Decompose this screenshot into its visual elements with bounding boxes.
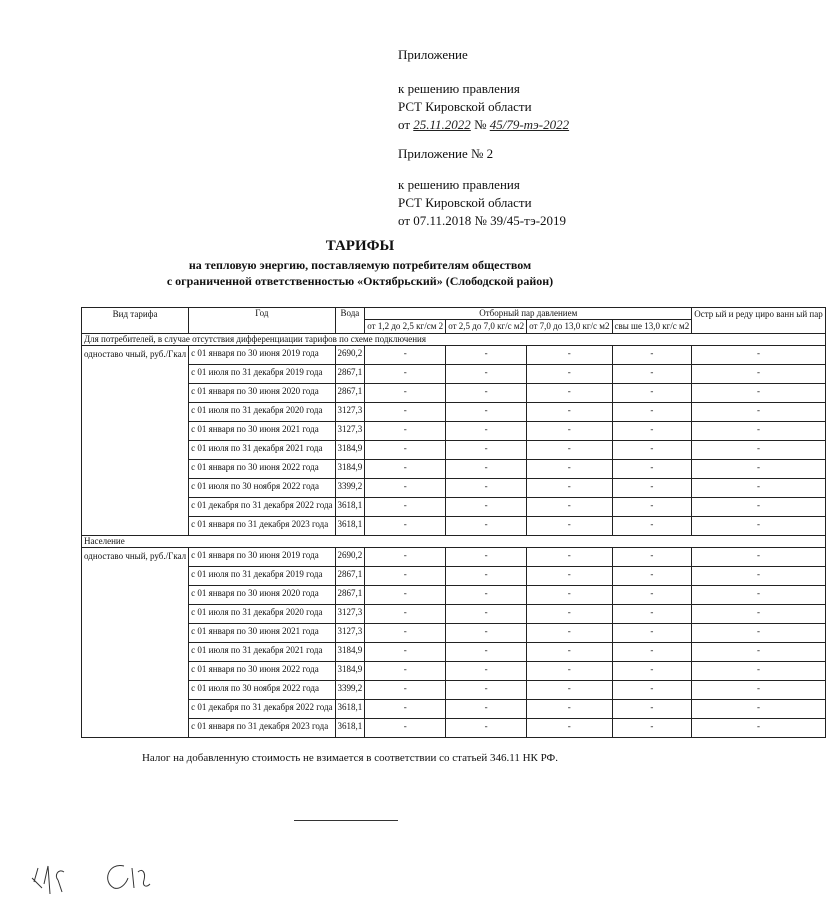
steam-p4-cell: -: [612, 624, 692, 643]
table-row: [82, 441, 826, 460]
period-cell: с 01 июля по 30 ноября 2022 года: [189, 681, 335, 700]
signature-icon: [28, 858, 178, 898]
steam-p2-cell: -: [446, 365, 527, 384]
steam-p3-cell: -: [527, 624, 612, 643]
steam-p4-cell: -: [612, 403, 692, 422]
decision-date-2: от 07.11.2018 № 39/45-тэ-2019: [398, 213, 567, 228]
steam-p3-cell: -: [527, 479, 612, 498]
steam-p1-cell: -: [365, 700, 446, 719]
appendix-label: Приложение: [398, 47, 468, 62]
period-cell: с 01 июля по 30 ноября 2022 года: [189, 479, 335, 498]
water-cell: 3184,9: [335, 460, 365, 479]
period-cell: с 01 июля по 31 декабря 2019 года: [189, 365, 335, 384]
steam-p4-cell: -: [612, 498, 692, 517]
col-header-p1: от 1,2 до 2,5 кг/см 2: [365, 320, 446, 334]
period-cell: с 01 декабря по 31 декабря 2022 года: [189, 498, 335, 517]
steam-p2-cell: -: [446, 719, 527, 738]
sharp-steam-cell: -: [692, 586, 826, 605]
separator-line: [294, 820, 398, 821]
period-cell: с 01 января по 30 июня 2020 года: [189, 384, 335, 403]
table-row: [82, 403, 826, 422]
steam-p1-cell: -: [365, 719, 446, 738]
table-row: [82, 643, 826, 662]
steam-p2-cell: -: [446, 700, 527, 719]
water-cell: 3618,1: [335, 517, 365, 536]
steam-p3-cell: -: [527, 517, 612, 536]
steam-p4-cell: -: [612, 719, 692, 738]
period-cell: с 01 июля по 31 декабря 2019 года: [189, 567, 335, 586]
period-cell: с 01 января по 30 июня 2022 года: [189, 662, 335, 681]
water-cell: 3184,9: [335, 643, 365, 662]
steam-p3-cell: -: [527, 700, 612, 719]
sharp-steam-cell: -: [692, 624, 826, 643]
steam-p2-cell: -: [446, 662, 527, 681]
water-cell: 3399,2: [335, 681, 365, 700]
period-cell: с 01 января по 30 июня 2022 года: [189, 460, 335, 479]
steam-p4-cell: -: [612, 441, 692, 460]
steam-p4-cell: -: [612, 517, 692, 536]
table-row: [82, 422, 826, 441]
period-cell: с 01 июля по 31 декабря 2021 года: [189, 441, 335, 460]
sharp-steam-cell: -: [692, 548, 826, 567]
steam-p1-cell: -: [365, 498, 446, 517]
table-row: [82, 567, 826, 586]
col-header-p3: от 7,0 до 13,0 кг/с м2: [527, 320, 612, 334]
period-cell: с 01 июля по 31 декабря 2021 года: [189, 643, 335, 662]
col-header-tariff-type: Вид тарифа: [82, 308, 189, 334]
water-cell: 3618,1: [335, 498, 365, 517]
period-cell: с 01 января по 31 декабря 2023 года: [189, 719, 335, 738]
handwritten-date: 25.11.2022: [413, 117, 471, 132]
section-row: [82, 536, 826, 548]
steam-p3-cell: -: [527, 605, 612, 624]
steam-p3-cell: -: [527, 681, 612, 700]
sharp-steam-cell: -: [692, 643, 826, 662]
table-row: [82, 498, 826, 517]
table-row: [82, 700, 826, 719]
doc-subtitle-2: с ограниченной ответственностью «Октябрьский» (Слободской район): [166, 274, 554, 288]
steam-p2-cell: -: [446, 498, 527, 517]
table-row: [82, 605, 826, 624]
steam-p1-cell: -: [365, 605, 446, 624]
water-cell: 2867,1: [335, 586, 365, 605]
water-cell: 3127,3: [335, 624, 365, 643]
steam-p1-cell: -: [365, 403, 446, 422]
steam-p1-cell: -: [365, 643, 446, 662]
table-row: [82, 624, 826, 643]
steam-p2-cell: -: [446, 422, 527, 441]
steam-p3-cell: -: [527, 498, 612, 517]
steam-p2-cell: -: [446, 441, 527, 460]
steam-p3-cell: -: [527, 365, 612, 384]
col-header-p2: от 2,5 до 7,0 кг/с м2: [446, 320, 527, 334]
steam-p4-cell: -: [612, 460, 692, 479]
water-cell: 3127,3: [335, 605, 365, 624]
handwritten-number: 45/79-тэ-2022: [489, 117, 570, 132]
steam-p4-cell: -: [612, 681, 692, 700]
steam-p1-cell: -: [365, 681, 446, 700]
table-row: [82, 384, 826, 403]
steam-p4-cell: -: [612, 479, 692, 498]
steam-p3-cell: -: [527, 441, 612, 460]
steam-p3-cell: -: [527, 548, 612, 567]
header-row: [82, 308, 826, 320]
steam-p4-cell: -: [612, 365, 692, 384]
steam-p2-cell: -: [446, 346, 527, 365]
steam-p1-cell: -: [365, 441, 446, 460]
steam-p1-cell: -: [365, 346, 446, 365]
sharp-steam-cell: -: [692, 365, 826, 384]
table-row: [82, 681, 826, 700]
steam-p2-cell: -: [446, 567, 527, 586]
section-title: Население: [82, 536, 826, 548]
sharp-steam-cell: -: [692, 403, 826, 422]
steam-p3-cell: -: [527, 403, 612, 422]
steam-p3-cell: -: [527, 586, 612, 605]
water-cell: 3618,1: [335, 719, 365, 738]
col-header-sharp-steam: Остр ый и реду циро ванн ый пар: [692, 308, 826, 334]
steam-p3-cell: -: [527, 662, 612, 681]
period-cell: с 01 января по 30 июня 2019 года: [189, 548, 335, 567]
steam-p4-cell: -: [612, 384, 692, 403]
sharp-steam-cell: -: [692, 719, 826, 738]
steam-p1-cell: -: [365, 567, 446, 586]
col-header-p4: свы ше 13,0 кг/с м2: [612, 320, 692, 334]
sharp-steam-cell: -: [692, 662, 826, 681]
water-cell: 3127,3: [335, 422, 365, 441]
sharp-steam-cell: -: [692, 460, 826, 479]
steam-p1-cell: -: [365, 662, 446, 681]
steam-p4-cell: -: [612, 567, 692, 586]
steam-p2-cell: -: [446, 517, 527, 536]
period-cell: с 01 января по 31 декабря 2023 года: [189, 517, 335, 536]
table-row: [82, 346, 826, 365]
sharp-steam-cell: -: [692, 498, 826, 517]
table-row: [82, 517, 826, 536]
table-row: [82, 719, 826, 738]
decision-line-2: к решению правления: [398, 177, 520, 192]
steam-p2-cell: -: [446, 681, 527, 700]
steam-p2-cell: -: [446, 479, 527, 498]
steam-p2-cell: -: [446, 643, 527, 662]
water-cell: 2690,2: [335, 346, 365, 365]
steam-p4-cell: -: [612, 643, 692, 662]
steam-p4-cell: -: [612, 700, 692, 719]
doc-subtitle-1: на тепловую энергию, поставляемую потребителям обществом: [188, 258, 532, 272]
sharp-steam-cell: -: [692, 346, 826, 365]
sharp-steam-cell: -: [692, 422, 826, 441]
steam-p3-cell: -: [527, 346, 612, 365]
steam-p3-cell: -: [527, 719, 612, 738]
steam-p1-cell: -: [365, 517, 446, 536]
water-cell: 2867,1: [335, 567, 365, 586]
sharp-steam-cell: -: [692, 479, 826, 498]
steam-p1-cell: -: [365, 548, 446, 567]
steam-p4-cell: -: [612, 662, 692, 681]
appendix-2-label: Приложение № 2: [398, 146, 494, 161]
water-cell: 3127,3: [335, 403, 365, 422]
period-cell: с 01 января по 30 июня 2021 года: [189, 422, 335, 441]
steam-p2-cell: -: [446, 605, 527, 624]
steam-p4-cell: -: [612, 586, 692, 605]
sharp-steam-cell: -: [692, 567, 826, 586]
steam-p2-cell: -: [446, 586, 527, 605]
steam-p2-cell: -: [446, 460, 527, 479]
water-cell: 2867,1: [335, 384, 365, 403]
period-cell: с 01 июля по 31 декабря 2020 года: [189, 605, 335, 624]
steam-p3-cell: -: [527, 460, 612, 479]
steam-p3-cell: -: [527, 643, 612, 662]
steam-p3-cell: -: [527, 567, 612, 586]
table-row: [82, 662, 826, 681]
date-prefix: от: [398, 117, 411, 132]
period-cell: с 01 декабря по 31 декабря 2022 года: [189, 700, 335, 719]
water-cell: 3399,2: [335, 479, 365, 498]
steam-p3-cell: -: [527, 384, 612, 403]
sharp-steam-cell: -: [692, 681, 826, 700]
sharp-steam-cell: -: [692, 384, 826, 403]
steam-p1-cell: -: [365, 624, 446, 643]
steam-p1-cell: -: [365, 460, 446, 479]
water-cell: 3184,9: [335, 662, 365, 681]
steam-p4-cell: -: [612, 548, 692, 567]
section-row: [82, 334, 826, 346]
number-sign: №: [474, 117, 487, 132]
steam-p2-cell: -: [446, 384, 527, 403]
tariff-type-cell: одноставо чный, руб./Гкал: [82, 346, 189, 536]
col-header-period: Год: [189, 308, 335, 334]
period-cell: с 01 января по 30 июня 2020 года: [189, 586, 335, 605]
steam-p1-cell: -: [365, 365, 446, 384]
period-cell: с 01 июля по 31 декабря 2020 года: [189, 403, 335, 422]
sharp-steam-cell: -: [692, 441, 826, 460]
section-title: Для потребителей, в случае отсутствия дифференциации тарифов по схеме подключения: [82, 334, 826, 346]
period-cell: с 01 января по 30 июня 2019 года: [189, 346, 335, 365]
steam-p4-cell: -: [612, 605, 692, 624]
steam-p2-cell: -: [446, 624, 527, 643]
tariff-type-cell: одноставо чный, руб./Гкал: [82, 548, 189, 738]
steam-p1-cell: -: [365, 586, 446, 605]
water-cell: 3184,9: [335, 441, 365, 460]
tariff-table: [81, 307, 826, 738]
sharp-steam-cell: -: [692, 517, 826, 536]
water-cell: 2690,2: [335, 548, 365, 567]
table-row: [82, 460, 826, 479]
sharp-steam-cell: -: [692, 605, 826, 624]
doc-title: ТАРИФЫ: [325, 238, 395, 254]
vat-footnote: Налог на добавленную стоимость не взимается в соответствии со статьей 346.11 НК РФ.: [141, 752, 559, 764]
table-row: [82, 548, 826, 567]
period-cell: с 01 января по 30 июня 2021 года: [189, 624, 335, 643]
steam-p1-cell: -: [365, 422, 446, 441]
steam-p2-cell: -: [446, 403, 527, 422]
authority-line-2: РСТ Кировской области: [398, 195, 532, 210]
steam-p4-cell: -: [612, 346, 692, 365]
table-row: [82, 365, 826, 384]
water-cell: 2867,1: [335, 365, 365, 384]
table-row: [82, 586, 826, 605]
steam-p1-cell: -: [365, 479, 446, 498]
steam-p1-cell: -: [365, 384, 446, 403]
steam-p3-cell: -: [527, 422, 612, 441]
sharp-steam-cell: -: [692, 700, 826, 719]
authority-line: РСТ Кировской области: [398, 99, 532, 114]
decision-date-number: [398, 116, 569, 134]
col-header-steam: Отборный пар давлением: [365, 308, 692, 320]
water-cell: 3618,1: [335, 700, 365, 719]
steam-p2-cell: -: [446, 548, 527, 567]
decision-line: к решению правления: [398, 81, 520, 96]
steam-p4-cell: -: [612, 422, 692, 441]
table-row: [82, 479, 826, 498]
col-header-water: Вода: [335, 308, 365, 334]
